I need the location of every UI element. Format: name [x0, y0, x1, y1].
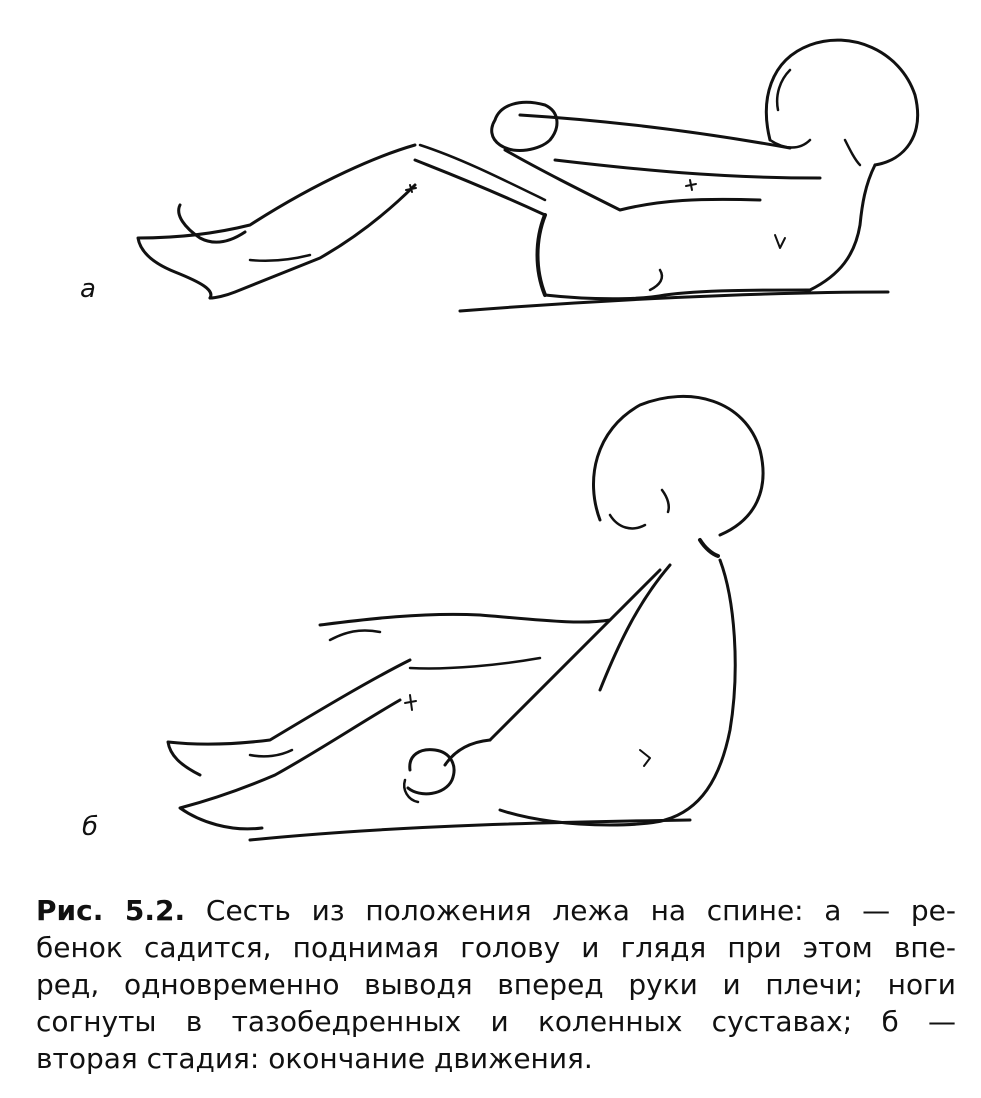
figure-panel-b — [0, 370, 981, 870]
figure-number: Рис. 5.2. — [36, 894, 186, 927]
caption-line-1 — [36, 892, 956, 929]
caption-line-5: вторая стадия: окончание движения. — [36, 1042, 593, 1075]
figure-caption — [36, 892, 956, 1077]
child-lying-raising-head-drawing-icon — [0, 0, 981, 340]
panel-label-a: а — [80, 274, 96, 304]
caption-line-4: согнуты в тазобедренных и коленных суставах; б — — [36, 1005, 956, 1038]
caption-line-2: бенок садится, поднимая голову и глядя при этом впе- — [36, 931, 956, 964]
child-sitting-up-drawing-icon — [0, 370, 981, 870]
caption-line-1-text: Сесть из положения лежа на спине: а — ре- — [205, 894, 956, 927]
caption-line-3: ред, одновременно выводя вперед руки и плечи; ноги — [36, 968, 956, 1001]
panel-label-b: б — [82, 812, 99, 842]
figure-panel-a — [0, 0, 981, 340]
